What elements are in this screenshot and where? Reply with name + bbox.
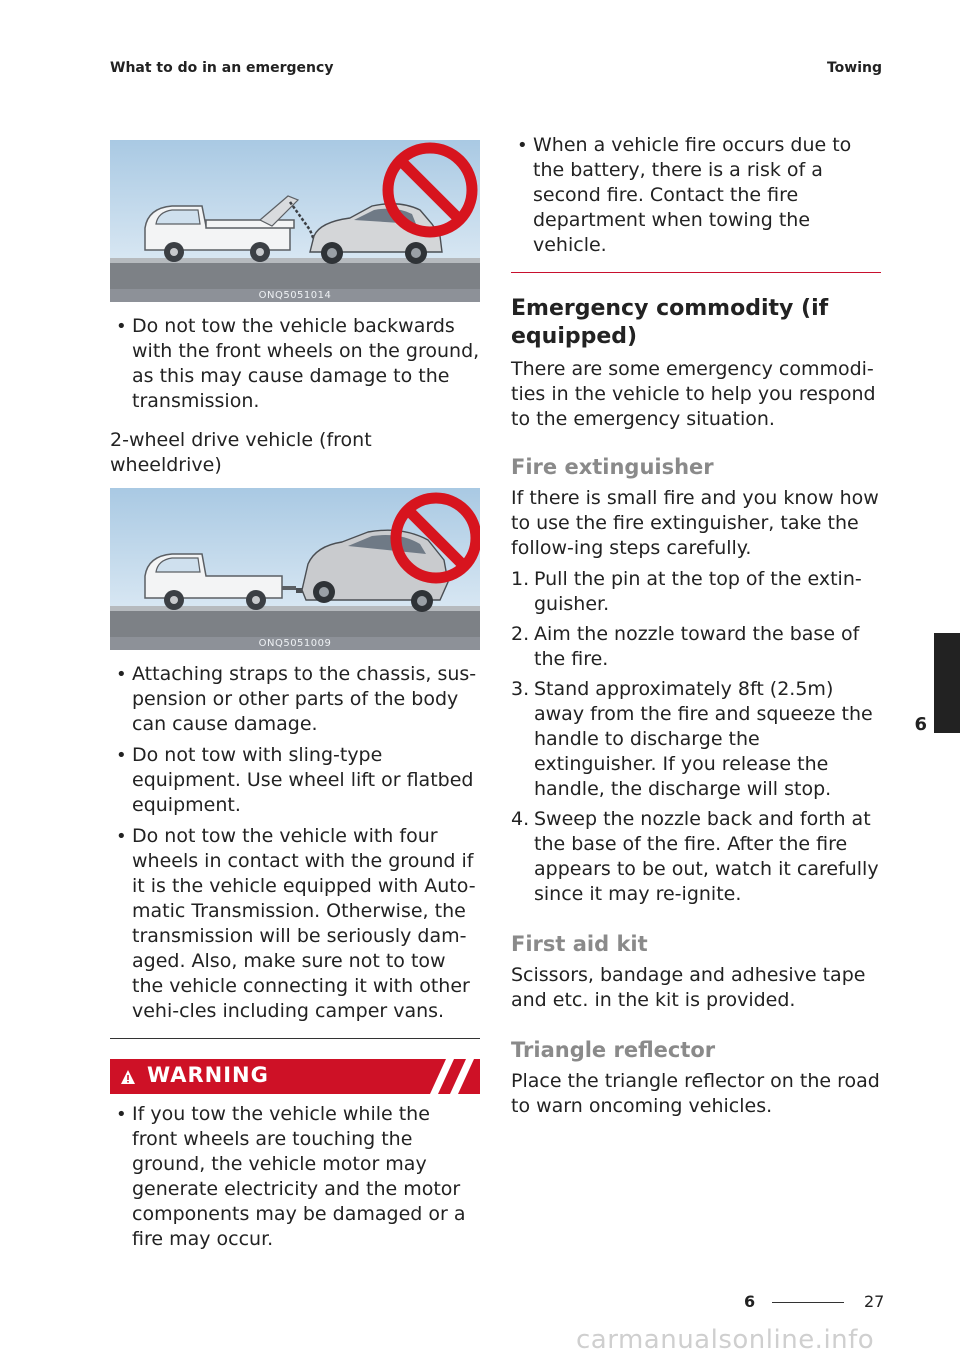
step-text: Aim the nozzle toward the base of the fire. [534, 623, 860, 670]
fire-extinguisher-intro: If there is small fire and you know how to use the fire extinguisher, take the follow-ing steps carefully. [511, 487, 879, 559]
section-title-emergency-commodity: Emergency commodity (if equipped) [511, 296, 829, 349]
watermark-text: carmanualsonline.info [576, 1325, 875, 1355]
step-number: 3. [511, 678, 530, 700]
bullet-list-straps [110, 662, 480, 1024]
fire-extinguisher-steps [511, 567, 881, 907]
step-number: 2. [511, 623, 530, 645]
chapter-tab-number: 6 [914, 714, 927, 735]
right-column [511, 133, 881, 1119]
towing-backwards-drawing [110, 140, 480, 302]
bullet-list-backwards [110, 314, 480, 414]
section-divider-red [511, 272, 881, 273]
first-aid-text: Scissors, bandage and adhesive tape and etc. in the kit is provided. [511, 964, 866, 1011]
step-number: 4. [511, 808, 530, 830]
step-item [511, 622, 881, 672]
running-header-topic: Towing [826, 60, 882, 76]
warning-triangle-icon [120, 1069, 136, 1085]
warning-bullet-list [110, 1102, 480, 1252]
footer-section-number: 6 [744, 1292, 756, 1311]
warning-banner [110, 1059, 480, 1094]
figure-code: ONQ5051009 [110, 637, 480, 650]
subsection-title-first-aid-kit: First aid kit [511, 932, 648, 956]
section-divider [110, 1038, 480, 1039]
bullet-item: • When a vehicle fire occurs due to the battery, there is a risk of a second fire. Contact the fire department when towing the vehicle. [511, 133, 881, 258]
towing-dolly-drawing [110, 488, 480, 650]
running-header-section: What to do in an emergency [110, 60, 334, 76]
bullet-item: • Do not tow with sling-type equipment. Use wheel lift or flatbed equipment. [110, 743, 480, 818]
warning-label: WARNING [147, 1063, 269, 1087]
footer-divider [772, 1302, 844, 1303]
subsection-title-fire-extinguisher: Fire extinguisher [511, 455, 714, 479]
left-column [110, 140, 480, 1258]
bullet-item: • Do not tow the vehicle with four wheels in contact with the ground if it is the vehicle equipped with Auto-matic Transmission. Otherwise, the transmission will be seriously dam-aged. Also, make sure not to tow the vehicle connecting it with other vehi-cles including camper vans. [110, 824, 480, 1024]
triangle-reflector-text: Place the triangle reflector on the road to warn oncoming vehicles. [511, 1070, 880, 1117]
figure-caption: 2-wheel drive vehicle (front wheeldrive) [110, 429, 372, 476]
subsection-title-triangle-reflector: Triangle reflector [511, 1038, 716, 1062]
figure-code: ONQ5051014 [110, 289, 480, 302]
step-number: 1. [511, 568, 530, 590]
footer-page-number: 27 [864, 1292, 885, 1311]
step-text: Pull the pin at the top of the extin-guisher. [534, 568, 862, 615]
chapter-tab [934, 633, 960, 733]
warning-stripes-decoration [416, 1059, 480, 1094]
bullet-item: • Do not tow the vehicle backwards with the front wheels on the ground, as this may cause damage to the transmission. [110, 314, 480, 414]
bullet-list-fire [511, 133, 881, 258]
towing-illustration-dolly [110, 488, 480, 650]
step-item [511, 807, 881, 907]
step-item [511, 677, 881, 802]
bullet-item: • Attaching straps to the chassis, sus-pension or other parts of the body can cause damage. [110, 662, 480, 737]
step-item [511, 567, 881, 617]
towing-illustration-backwards [110, 140, 480, 302]
bullet-item: • If you tow the vehicle while the front wheels are touching the ground, the vehicle motor may generate electricity and the motor components may be damaged or a fire may occur. [110, 1102, 480, 1252]
step-text: Sweep the nozzle back and forth at the base of the fire. After the fire appears to be out, watch it carefully since it may re-ignite. [534, 808, 879, 905]
emergency-intro: There are some emergency commodi-ties in the vehicle to help you respond to the emergency situation. [511, 358, 876, 430]
step-text: Stand approximately 8ft (2.5m) away from the fire and squeeze the handle to discharge the extinguisher. If you release the handle, the discharge will stop. [534, 678, 873, 800]
